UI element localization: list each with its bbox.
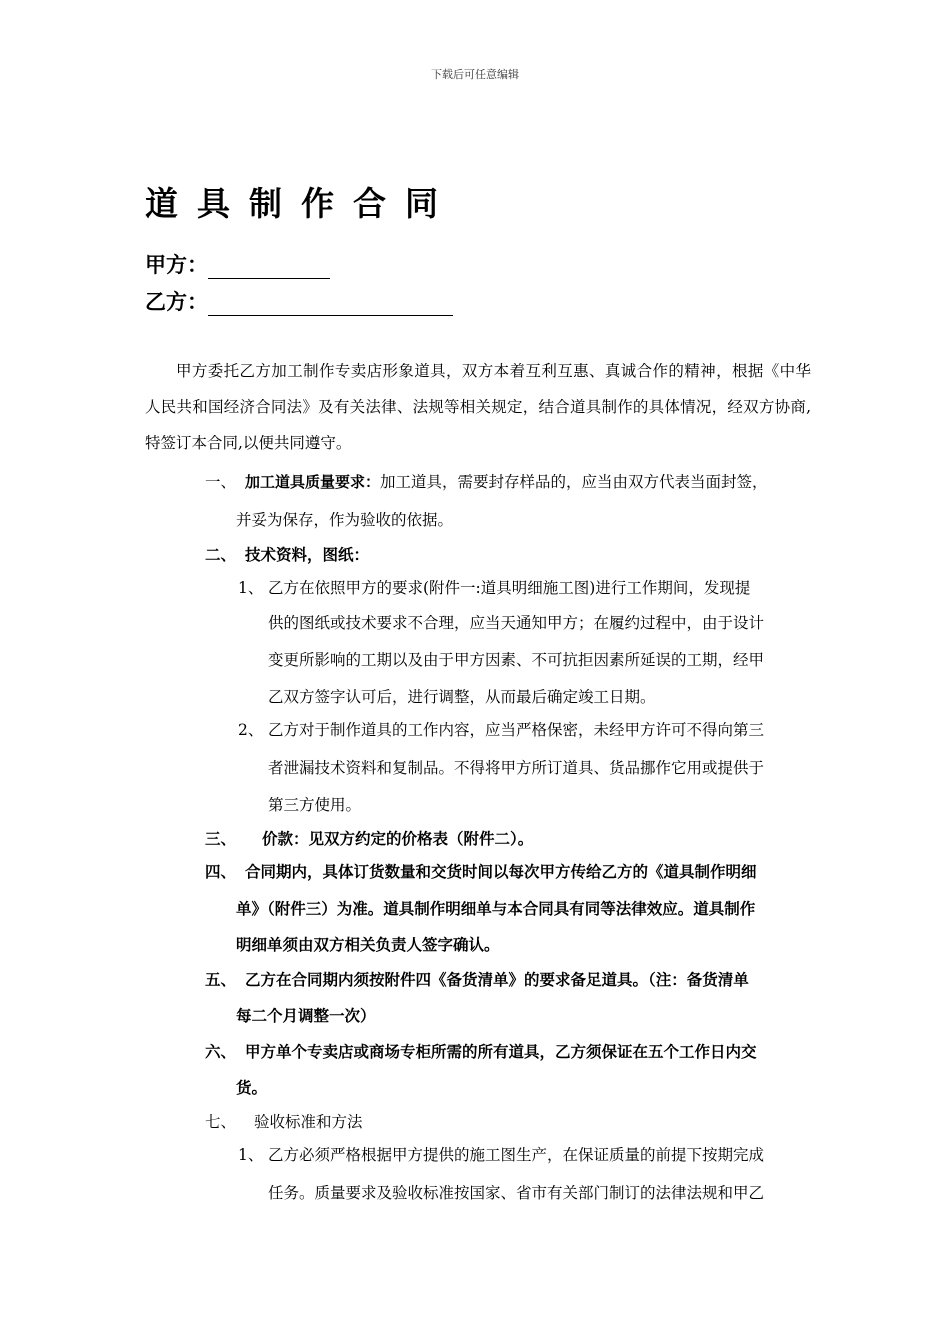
section-4-number: 四、 bbox=[205, 863, 237, 881]
section-6-line-2: 货。 bbox=[236, 1079, 268, 1097]
section-7-item-1-line-1: 乙方必须严格根据甲方提供的施工图生产，在保证质量的前提下按期完成 bbox=[268, 1146, 765, 1164]
section-2-item-2-line-3: 第三方使用。 bbox=[268, 796, 362, 814]
section-2-item-1-line-1: 乙方在依照甲方的要求(附件一:道具明细施工图)进行工作期间，发现提 bbox=[268, 579, 751, 597]
section-7-item-1-line-2: 任务。质量要求及验收标准按国家、省市有关部门制订的法律法规和甲乙 bbox=[268, 1184, 765, 1202]
party-a-blank-line bbox=[208, 256, 330, 279]
section-7-heading: 验收标准和方法 bbox=[254, 1113, 363, 1131]
section-4-line-3: 明细单须由双方相关负责人签字确认。 bbox=[236, 936, 500, 954]
section-6-number: 六、 bbox=[205, 1043, 237, 1061]
party-b-field bbox=[145, 286, 453, 316]
document-title: 道具制作合同 bbox=[145, 184, 457, 223]
section-2-item-2-line-1: 乙方对于制作道具的工作内容，应当严格保密，未经甲方许可不得向第三 bbox=[268, 721, 765, 739]
party-a-field bbox=[145, 249, 330, 279]
party-a-label: 甲方： bbox=[145, 253, 208, 277]
section-2-item-2-line-2: 者泄漏技术资料和复制品。不得将甲方所订道具、货品挪作它用或提供于 bbox=[268, 759, 765, 777]
section-1-text: 加工道具，需要封存样品的，应当由双方代表当面封签， bbox=[380, 473, 768, 491]
section-1-line-1 bbox=[245, 470, 768, 492]
section-4-line-2: 单》（附件三）为准。道具制作明细单与本合同具有同等法律效应。道具制作 bbox=[236, 900, 756, 918]
section-7-item-1-number: 1、 bbox=[238, 1146, 264, 1164]
party-b-blank-line bbox=[208, 293, 453, 316]
intro-paragraph: 甲方委托乙方加工制作专卖店形象道具，双方本着互利互惠、真诚合作的精神，根据《中华人民共和国经济合同法》及有关法律、法规等相关规定，结合道具制作的具体情况，经双方协商,特签订本合同,以便共同遵守。 bbox=[145, 362, 811, 452]
section-3-number: 三、 bbox=[205, 830, 237, 848]
section-2-number: 二、 bbox=[205, 546, 237, 564]
party-b-label: 乙方： bbox=[145, 290, 208, 314]
section-4-line-1: 合同期内，具体订货数量和交货时间以每次甲方传给乙方的《道具制作明细 bbox=[245, 863, 757, 881]
section-1-heading: 加工道具质量要求： bbox=[245, 473, 381, 491]
section-3-text: 价款：见双方约定的价格表（附件二）。 bbox=[262, 830, 534, 848]
section-1-number: 一、 bbox=[205, 473, 237, 491]
section-2-item-1-number: 1、 bbox=[238, 579, 264, 597]
section-2-item-1-line-3: 变更所影响的工期以及由于甲方因素、不可抗拒因素所延误的工期，经甲 bbox=[268, 651, 765, 669]
section-1-line-2: 并妥为保存，作为验收的依据。 bbox=[236, 511, 454, 529]
header-note: 下载后可任意编辑 bbox=[431, 68, 519, 81]
section-2-item-2-number: 2、 bbox=[238, 721, 264, 739]
section-2-heading: 技术资料，图纸： bbox=[245, 546, 370, 564]
section-2-item-1-line-2: 供的图纸或技术要求不合理，应当天通知甲方；在履约过程中，由于设计 bbox=[268, 614, 765, 632]
section-5-line-1: 乙方在合同期内须按附件四《备货清单》的要求备足道具。（注：备货清单 bbox=[245, 971, 749, 989]
section-5-number: 五、 bbox=[205, 971, 237, 989]
section-6-line-1: 甲方单个专卖店或商场专柜所需的所有道具，乙方须保证在五个工作日内交 bbox=[245, 1043, 757, 1061]
section-5-line-2: 每二个月调整一次） bbox=[236, 1007, 376, 1025]
section-7-number: 七、 bbox=[205, 1113, 237, 1131]
section-2-item-1-line-4: 乙双方签字认可后，进行调整，从而最后确定竣工日期。 bbox=[268, 688, 656, 706]
